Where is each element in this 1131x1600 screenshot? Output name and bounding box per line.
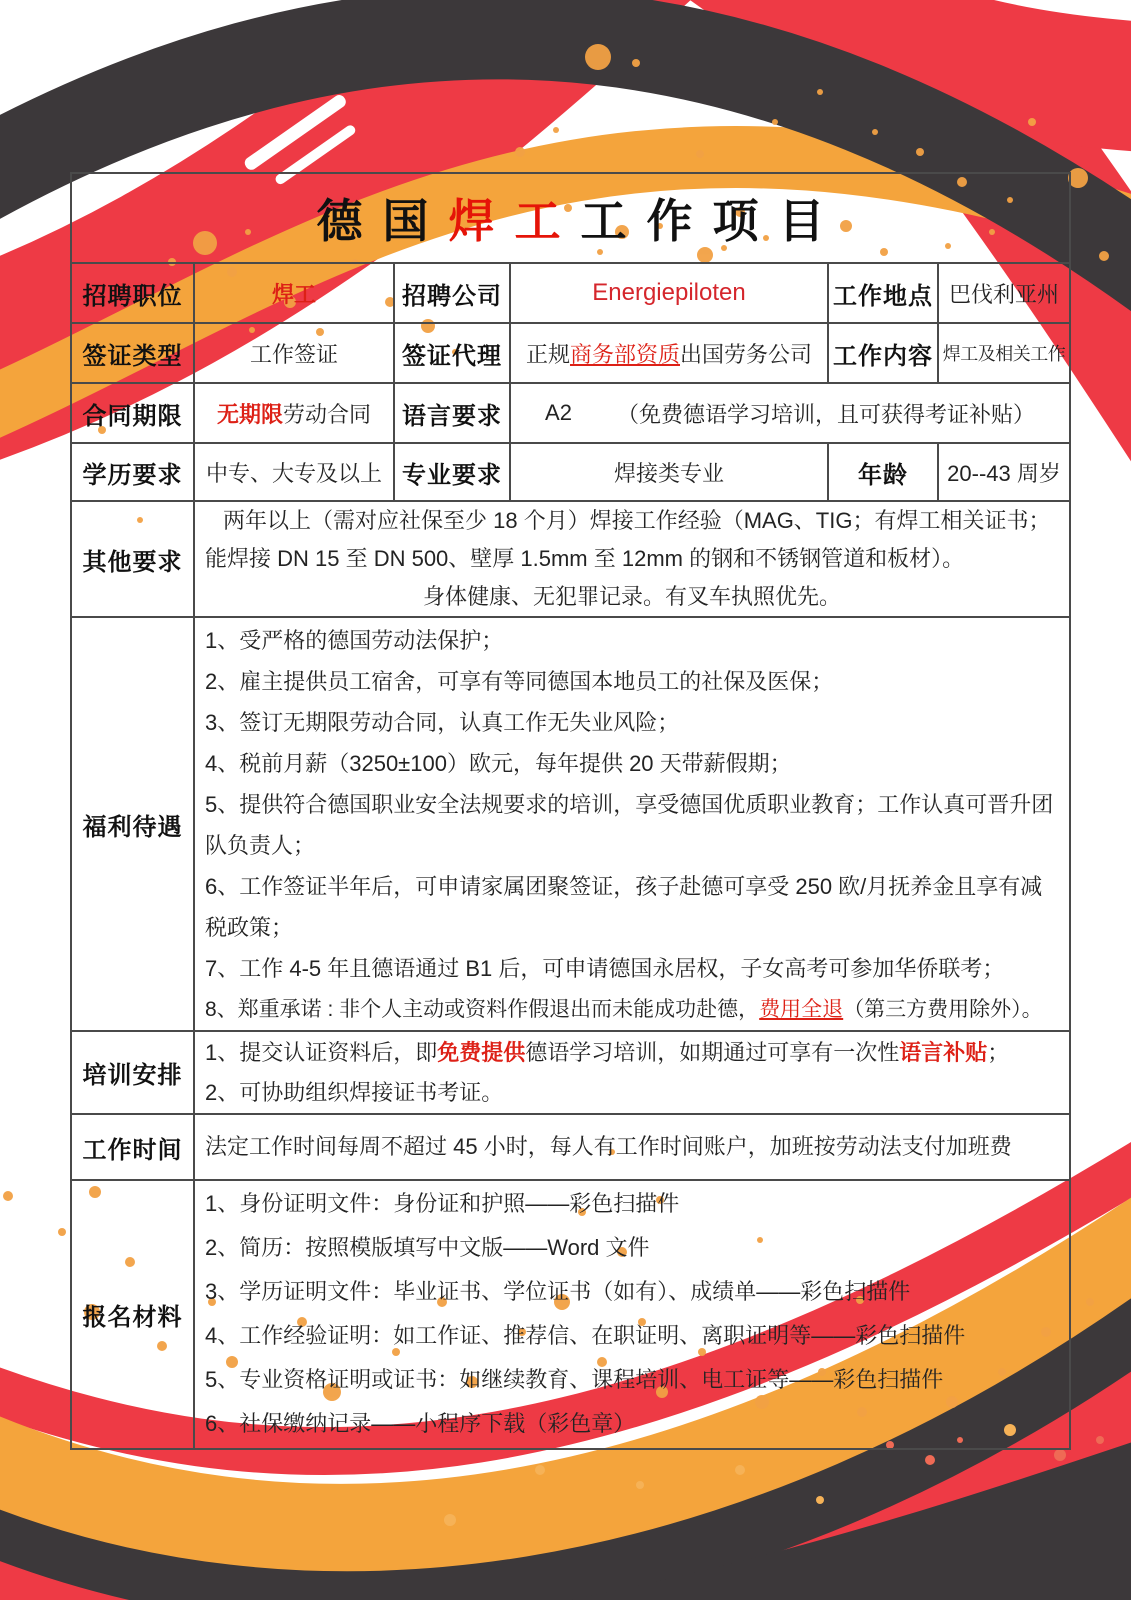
label-welfare: 福利待遇 [72,618,195,1030]
materials-list [195,1181,1069,1448]
label-education: 学历要求 [72,444,195,500]
welfare-item: 6、工作签证半年后，可申请家属团聚签证，孩子赴德可享受 250 欧/月抚养金且享有减税政策； [205,873,1043,940]
value-age: 20--43 周岁 [947,460,1061,486]
training-highlight-1: 免费提供 [437,1039,526,1065]
value-training [195,1032,1069,1113]
welfare-item: 4、税前月薪（3250±100）欧元，每年提供 20 天带薪假期； [205,750,792,776]
title-left: 德国 [316,195,449,247]
label-language: 语言要求 [395,384,511,442]
other-requirements-text [195,500,1069,618]
label-contract-term: 合同期限 [72,384,195,442]
agent-prefix: 正规 [525,341,570,367]
materials-item: 3、学历证明文件：毕业证书、学位证书（如有）、成绩单——彩色扫描件 [205,1279,911,1304]
other-line-1: 两年以上（需对应社保至少 18 个月）焊接工作经验（MAG、TIG；有焊工相关证书； [223,508,1051,533]
value-position: 焊工 [195,264,395,322]
value-welfare [195,618,1069,1030]
value-work-content: 焊工及相关工作 [942,344,1066,364]
page-title [72,174,1069,262]
value-working-hours [195,1115,1069,1179]
guarantee-pre: 8、郑重承诺 : 非个人主动或资料作假退出而未能成功赴德， [205,997,760,1021]
row-education [72,444,1069,502]
label-major: 专业要求 [395,444,511,500]
agent-highlight: 商务部资质 [569,341,680,367]
welfare-list [195,617,1069,1032]
title-highlight: 焊工 [448,195,581,247]
training-end: ； [987,1039,1010,1065]
label-age: 年龄 [829,444,939,500]
row-contract [72,384,1069,444]
label-position: 招聘职位 [72,264,195,322]
welfare-item: 1、受严格的德国劳动法保护； [205,627,504,653]
value-materials [195,1181,1069,1448]
label-visa-type: 签证类型 [72,324,195,382]
label-other-requirements: 其他要求 [72,502,195,616]
row-visa [72,324,1069,384]
language-level: A2 [545,400,572,425]
contract-rest: 劳动合同 [283,401,372,427]
language-note: （免费德语学习培训，且可获得考证补贴） [616,401,1035,427]
training-item-2: 2、可协助组织焊接证书考证。 [205,1079,504,1105]
label-materials: 报名材料 [72,1181,195,1448]
row-training [72,1032,1069,1115]
welfare-item: 3、签订无期限劳动合同，认真工作无失业风险； [205,709,680,735]
label-location: 工作地点 [829,264,939,322]
value-education: 中专、大专及以上 [195,444,395,500]
materials-item: 5、专业资格证明或证书：如继续教育、课程培训、电工证等——彩色扫描件 [205,1367,944,1392]
training-item-1 [205,1033,1059,1073]
row-other-requirements [72,502,1069,618]
job-info-table [70,172,1071,1450]
value-contract-term [195,384,395,442]
value-other-requirements [195,502,1069,616]
value-language [511,384,1069,442]
welfare-item: 7、工作 4-5 年且德语通过 B1 后，可申请德国永居权，子女高考可参加华侨联考； [205,955,1005,981]
materials-item: 1、身份证明文件：身份证和护照——彩色扫描件 [205,1191,680,1216]
training-pre: 1、提交认证资料后，即 [205,1039,438,1065]
working-hours-text: 法定工作时间每周不超过 45 小时，每人有工作时间账户，加班按劳动法支付加班费 [205,1134,1012,1159]
training-mid: 德语学习培训，如期通过可享有一次性 [525,1039,900,1065]
materials-item: 6、社保缴纳记录——小程序下载（彩色章） [205,1411,636,1436]
welfare-item: 5、提供符合德国职业安全法规要求的培训，享受德国优质职业教育；工作认真可晋升团队负责人； [205,791,1054,858]
materials-item: 2、简历：按照模版填写中文版——Word 文件 [205,1235,650,1260]
title-right: 工作项目 [580,195,845,247]
value-major: 焊接类专业 [511,444,829,500]
value-visa-type: 工作签证 [195,324,395,382]
label-company: 招聘公司 [395,264,511,322]
welfare-item-guarantee [205,989,1059,1030]
row-recruit [72,264,1069,324]
materials-item: 4、工作经验证明：如工作证、推荐信、在职证明、离职证明等——彩色扫描件 [205,1323,966,1348]
contract-highlight: 无期限 [216,401,283,427]
value-company: Energiepiloten [511,264,829,322]
guarantee-highlight: 费用全退 [759,997,844,1021]
agent-suffix: 出国劳务公司 [680,341,813,367]
label-visa-agent: 签证代理 [395,324,511,382]
label-working-hours: 工作时间 [72,1115,195,1179]
guarantee-post: （第三方费用除外）。 [843,997,1043,1021]
label-training: 培训安排 [72,1032,195,1113]
value-location: 巴伐利亚州 [948,281,1059,307]
other-line-3: 身体健康、无犯罪记录。有叉车执照优先。 [422,584,841,609]
title-row [72,174,1069,264]
training-highlight-2: 语言补贴 [899,1039,988,1065]
welfare-item: 2、雇主提供员工宿舍，可享有等同德国本地员工的社保及医保； [205,668,834,694]
value-visa-agent [511,324,829,382]
row-welfare [72,618,1069,1032]
label-work-content: 工作内容 [829,324,939,382]
row-working-hours [72,1115,1069,1181]
training-list [195,1031,1069,1115]
other-line-2: 能焊接 DN 15 至 DN 500、壁厚 1.5mm 至 12mm 的钢和不锈钢管道和板材）。 [205,546,965,571]
row-materials [72,1181,1069,1448]
